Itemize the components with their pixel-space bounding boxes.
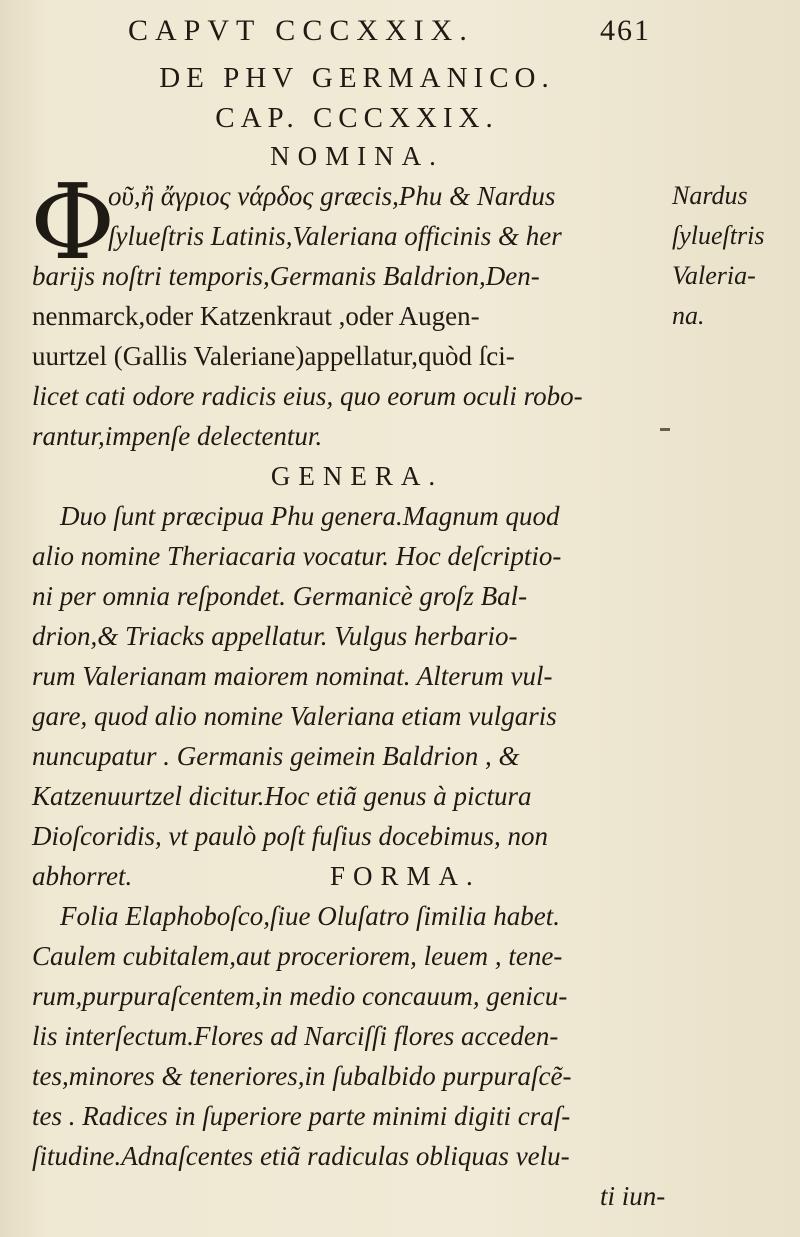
text-line: drion,& Triacks appellatur. Vulgus herbario- xyxy=(32,621,518,651)
margin-note: Nardus xyxy=(672,181,748,210)
chapter-title: DE PHV GERMANICO. xyxy=(159,62,555,94)
catchword: ti iun- xyxy=(600,1181,666,1211)
text-line: lis interſectum.Flores ad Narciſſi flores acceden- xyxy=(32,1021,559,1051)
text-line: ſitudine.Adnaſcentes etiã radiculas obliquas velu- xyxy=(32,1141,570,1171)
section-heading-forma: FORMA. xyxy=(330,861,481,891)
text-line: Folia Elaphoboſco,ſiue Oluſatro ſimilia habet. xyxy=(60,901,560,931)
margin-note: Valeria- xyxy=(672,261,756,290)
text-line: Caulem cubitalem,aut proceriorem, leuem , tene- xyxy=(32,941,563,971)
chapter-number: CAP. CCCXXIX. xyxy=(215,102,499,134)
running-head-title: CAPVT CCCXXIX. xyxy=(128,14,474,47)
text-line: ni per omnia reſpondet. Germanicè groſz Bal- xyxy=(32,581,528,611)
text-line: tes . Radices in ſuperiore parte minimi digiti craſ- xyxy=(32,1101,571,1131)
text-line: Katzenuurtzel dicitur.Hoc etiã genus à pictura xyxy=(32,781,532,811)
section-heading-nomina: NOMINA. xyxy=(270,141,444,171)
text-line: alio nomine Theriacaria vocatur. Hoc deſcriptio- xyxy=(32,541,562,571)
margin-note: na. xyxy=(672,301,705,330)
text-line: barijs noſtri temporis,Germanis Baldrion,Den- xyxy=(32,261,540,291)
text-line: tes,minores & teneriores,in ſubalbido purpuraſcẽ- xyxy=(32,1061,572,1091)
drop-capital: Φ xyxy=(30,161,116,283)
section-heading-genera: GENERA. xyxy=(270,461,444,491)
text-line: licet cati odore radicis eius, quo eorum oculi robo- xyxy=(32,381,583,411)
text-line: nenmarck,oder Katzenkraut ,oder Augen- xyxy=(32,301,480,331)
text-line: οῦ,ἢ ἄγριος νάρδος græcis,Phu & Nardus xyxy=(108,181,556,211)
text-line: Dioſcoridis, vt paulò poſt fuſius docebimus, non xyxy=(32,821,548,851)
margin-note: ſylueſtris xyxy=(672,221,765,250)
text-line: ſylueſtris Latinis,Valeriana officinis & her xyxy=(108,221,562,251)
text-line: rantur,impenſe delectentur. xyxy=(32,421,323,451)
running-head xyxy=(120,8,680,48)
printer-mark xyxy=(660,428,670,431)
text-line: abhorret. xyxy=(32,861,133,891)
page-number: 461 xyxy=(600,14,651,47)
text-line: rum Valerianam maiorem nominat. Alterum vul- xyxy=(32,661,553,691)
text-line: uurtzel (Gallis Valeriane)appellatur,quòd ſci- xyxy=(32,341,515,371)
text-line: rum,purpuraſcentem,in medio concauum, genicu- xyxy=(32,981,568,1011)
text-line: nuncupatur . Germanis geimein Baldrion , & xyxy=(32,741,520,771)
text-line: Duo ſunt præcipua Phu genera.Magnum quod xyxy=(60,501,560,531)
text-line: gare, quod alio nomine Valeriana etiam vulgaris xyxy=(32,701,557,731)
